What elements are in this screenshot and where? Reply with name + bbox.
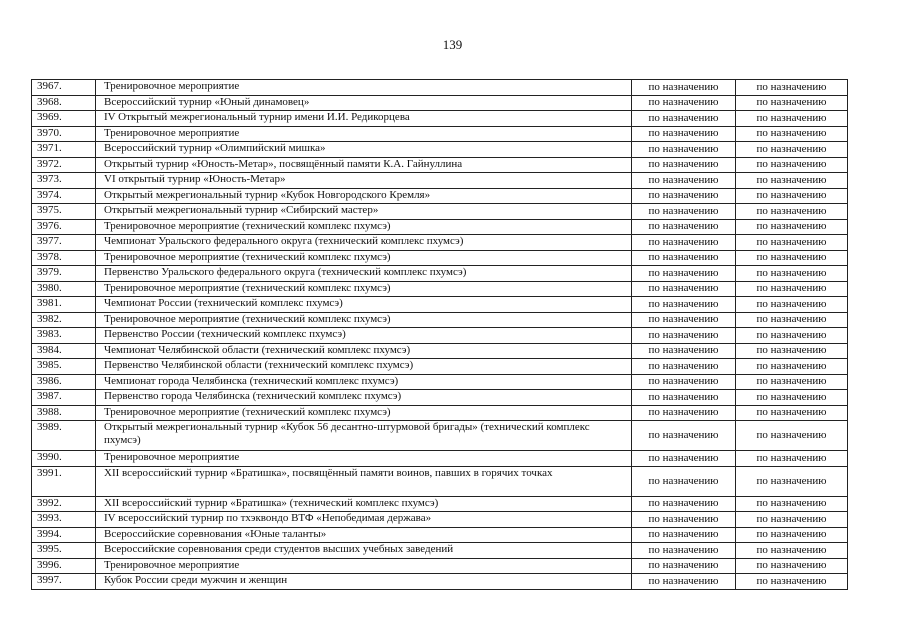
assignment-cell-1: по назначению [632,266,736,282]
assignment-cell-2: по назначению [736,405,848,421]
table-row [32,343,848,359]
assignment-cell-1: по назначению [632,421,736,451]
assignment-cell-2: по назначению [736,126,848,142]
row-number-cell: 3987. [32,390,96,406]
row-number-cell: 3981. [32,297,96,313]
event-name-cell: Открытый межрегиональный турнир «Кубок 56 десантно-штурмовой бригады» (технический комплекс пхумсэ) [96,421,632,451]
table-row [32,405,848,421]
row-number-cell: 3991. [32,466,96,496]
assignment-cell-1: по назначению [632,142,736,158]
assignment-cell-2: по назначению [736,343,848,359]
assignment-cell-2: по назначению [736,111,848,127]
assignment-cell-1: по назначению [632,496,736,512]
event-name-cell: XII всероссийский турнир «Братишка» (технический комплекс пхумсэ) [96,496,632,512]
event-name-cell: Тренировочное мероприятие [96,558,632,574]
row-number-cell: 3967. [32,80,96,96]
row-number-cell: 3975. [32,204,96,220]
assignment-cell-2: по назначению [736,527,848,543]
row-number-cell: 3985. [32,359,96,375]
row-number-cell: 3982. [32,312,96,328]
assignment-cell-1: по назначению [632,297,736,313]
assignment-cell-1: по назначению [632,527,736,543]
assignment-cell-2: по назначению [736,95,848,111]
assignment-cell-1: по назначению [632,111,736,127]
table-row [32,543,848,559]
row-number-cell: 3980. [32,281,96,297]
event-name-cell: Чемпионат Челябинской области (технический комплекс пхумсэ) [96,343,632,359]
row-number-cell: 3970. [32,126,96,142]
assignment-cell-1: по назначению [632,405,736,421]
table-row [32,250,848,266]
row-number-cell: 3969. [32,111,96,127]
assignment-cell-1: по назначению [632,451,736,467]
assignment-cell-2: по назначению [736,235,848,251]
row-number-cell: 3971. [32,142,96,158]
assignment-cell-1: по назначению [632,235,736,251]
event-name-cell: Первенство Уральского федерального округа (технический комплекс пхумсэ) [96,266,632,282]
assignment-cell-1: по назначению [632,250,736,266]
event-name-cell: Тренировочное мероприятие (технический комплекс пхумсэ) [96,405,632,421]
event-name-cell: Тренировочное мероприятие (технический комплекс пхумсэ) [96,281,632,297]
table-row [32,421,848,451]
table-row [32,297,848,313]
assignment-cell-2: по назначению [736,374,848,390]
events-table [31,79,848,590]
assignment-cell-2: по назначению [736,574,848,590]
assignment-cell-1: по назначению [632,173,736,189]
assignment-cell-1: по назначению [632,157,736,173]
table-row [32,188,848,204]
row-number-cell: 3983. [32,328,96,344]
table-row [32,496,848,512]
assignment-cell-2: по назначению [736,157,848,173]
table-row [32,157,848,173]
assignment-cell-1: по назначению [632,219,736,235]
assignment-cell-2: по назначению [736,451,848,467]
event-name-cell: Первенство России (технический комплекс пхумсэ) [96,328,632,344]
row-number-cell: 3990. [32,451,96,467]
assignment-cell-1: по назначению [632,126,736,142]
table-row [32,111,848,127]
assignment-cell-2: по назначению [736,421,848,451]
table-row [32,219,848,235]
assignment-cell-1: по назначению [632,204,736,220]
assignment-cell-2: по назначению [736,266,848,282]
event-name-cell: Кубок России среди мужчин и женщин [96,574,632,590]
row-number-cell: 3995. [32,543,96,559]
event-name-cell: Тренировочное мероприятие [96,126,632,142]
row-number-cell: 3976. [32,219,96,235]
assignment-cell-1: по назначению [632,328,736,344]
table-row [32,266,848,282]
event-name-cell: Всероссийские соревнования среди студентов высших учебных заведений [96,543,632,559]
assignment-cell-2: по назначению [736,204,848,220]
assignment-cell-2: по назначению [736,359,848,375]
event-name-cell: Открытый межрегиональный турнир «Кубок Новгородского Кремля» [96,188,632,204]
assignment-cell-2: по назначению [736,496,848,512]
event-name-cell: Всероссийские соревнования «Юные таланты» [96,527,632,543]
assignment-cell-1: по назначению [632,343,736,359]
table-row [32,312,848,328]
table-row [32,527,848,543]
page-number: 139 [442,37,463,52]
assignment-cell-1: по назначению [632,95,736,111]
assignment-cell-1: по назначению [632,558,736,574]
assignment-cell-2: по назначению [736,188,848,204]
table-row [32,328,848,344]
assignment-cell-1: по назначению [632,359,736,375]
row-number-cell: 3993. [32,512,96,528]
assignment-cell-1: по назначению [632,512,736,528]
event-name-cell: Тренировочное мероприятие (технический комплекс пхумсэ) [96,250,632,266]
assignment-cell-1: по назначению [632,281,736,297]
table-row [32,142,848,158]
row-number-cell: 3986. [32,374,96,390]
assignment-cell-1: по назначению [632,466,736,496]
event-name-cell: Чемпионат Уральского федерального округа (технический комплекс пхумсэ) [96,235,632,251]
table-row [32,204,848,220]
table-row [32,558,848,574]
row-number-cell: 3994. [32,527,96,543]
assignment-cell-2: по назначению [736,328,848,344]
assignment-cell-2: по назначению [736,250,848,266]
event-name-cell: Чемпионат России (технический комплекс пхумсэ) [96,297,632,313]
row-number-cell: 3973. [32,173,96,189]
assignment-cell-1: по назначению [632,374,736,390]
event-name-cell: IV всероссийский турнир по тхэквондо ВТФ «Непобедимая держава» [96,512,632,528]
row-number-cell: 3996. [32,558,96,574]
assignment-cell-2: по назначению [736,543,848,559]
row-number-cell: 3984. [32,343,96,359]
event-name-cell: Чемпионат города Челябинска (технический комплекс пхумсэ) [96,374,632,390]
assignment-cell-1: по назначению [632,80,736,96]
event-name-cell: Открытый турнир «Юность-Метар», посвящённый памяти К.А. Гайнуллина [96,157,632,173]
table-row [32,451,848,467]
event-name-cell: Тренировочное мероприятие [96,80,632,96]
assignment-cell-2: по назначению [736,219,848,235]
assignment-cell-2: по назначению [736,281,848,297]
event-name-cell: Тренировочное мероприятие (технический комплекс пхумсэ) [96,312,632,328]
assignment-cell-2: по назначению [736,558,848,574]
events-table-body [32,80,848,590]
event-name-cell: Тренировочное мероприятие (технический комплекс пхумсэ) [96,219,632,235]
table-row [32,466,848,496]
row-number-cell: 3974. [32,188,96,204]
table-row [32,173,848,189]
row-number-cell: 3988. [32,405,96,421]
event-name-cell: IV Открытый межрегиональный турнир имени И.И. Редикорцева [96,111,632,127]
table-row [32,374,848,390]
row-number-cell: 3978. [32,250,96,266]
row-number-cell: 3989. [32,421,96,451]
row-number-cell: 3972. [32,157,96,173]
assignment-cell-2: по назначению [736,173,848,189]
event-name-cell: Тренировочное мероприятие [96,451,632,467]
assignment-cell-1: по назначению [632,188,736,204]
event-name-cell: Всероссийский турнир «Олимпийский мишка» [96,142,632,158]
event-name-cell: VI открытый турнир «Юность-Метар» [96,173,632,189]
assignment-cell-1: по назначению [632,390,736,406]
assignment-cell-2: по назначению [736,80,848,96]
table-row [32,80,848,96]
assignment-cell-1: по назначению [632,312,736,328]
table-row [32,512,848,528]
table-row [32,281,848,297]
assignment-cell-2: по назначению [736,312,848,328]
table-row [32,126,848,142]
table-row [32,235,848,251]
row-number-cell: 3997. [32,574,96,590]
assignment-cell-2: по назначению [736,466,848,496]
assignment-cell-2: по назначению [736,297,848,313]
event-name-cell: XII всероссийский турнир «Братишка», посвящённый памяти воинов, павших в горячих точках [96,466,632,496]
assignment-cell-1: по назначению [632,543,736,559]
event-name-cell: Первенство Челябинской области (технический комплекс пхумсэ) [96,359,632,375]
table-row [32,390,848,406]
assignment-cell-2: по назначению [736,142,848,158]
table-row [32,574,848,590]
assignment-cell-2: по назначению [736,512,848,528]
row-number-cell: 3968. [32,95,96,111]
table-row [32,359,848,375]
assignment-cell-1: по назначению [632,574,736,590]
table-row [32,95,848,111]
row-number-cell: 3977. [32,235,96,251]
assignment-cell-2: по назначению [736,390,848,406]
event-name-cell: Открытый межрегиональный турнир «Сибирский мастер» [96,204,632,220]
event-name-cell: Всероссийский турнир «Юный динамовец» [96,95,632,111]
row-number-cell: 3979. [32,266,96,282]
event-name-cell: Первенство города Челябинска (технический комплекс пхумсэ) [96,390,632,406]
row-number-cell: 3992. [32,496,96,512]
